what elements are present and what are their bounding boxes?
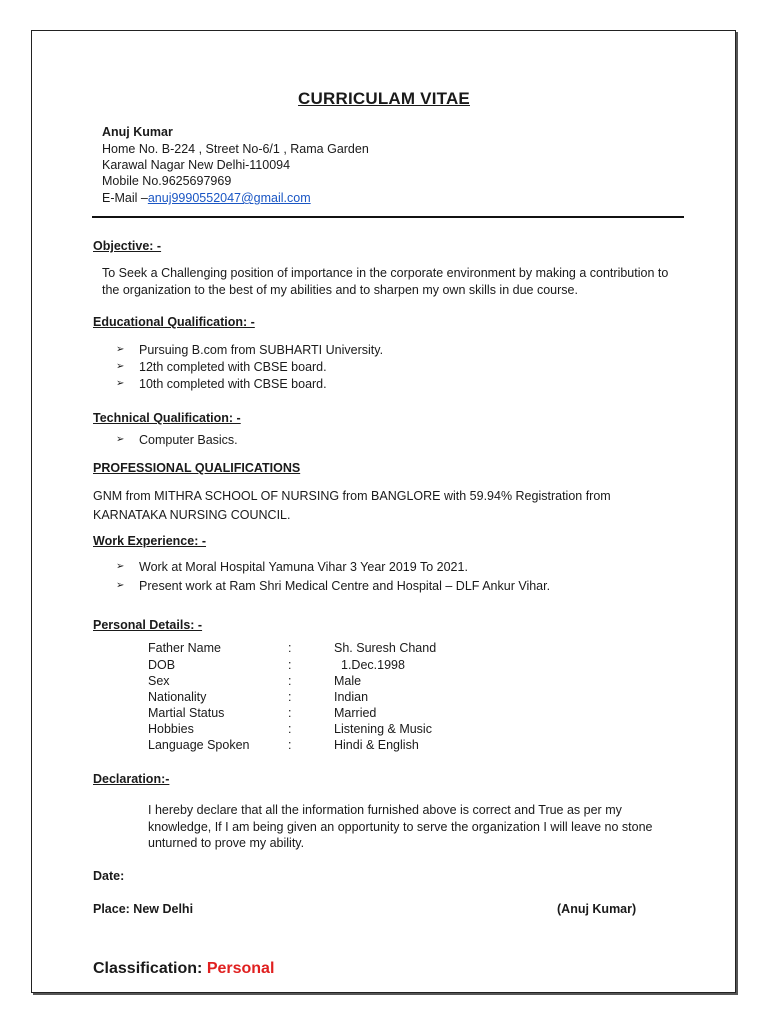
work-heading: Work Experience: - [93, 534, 207, 548]
list-item: 12th completed with CBSE board. [139, 360, 327, 374]
list-item: Pursuing B.com from SUBHARTI University. [139, 343, 384, 357]
detail-separator: : [288, 738, 292, 752]
detail-label: Father Name [148, 641, 221, 655]
detail-label: Martial Status [148, 706, 225, 720]
place-label: Place: New Delhi [93, 902, 194, 916]
signature-name: (Anuj Kumar) [557, 902, 637, 916]
address-line-1: Home No. B-224 , Street No-6/1 , Rama Garden [102, 142, 369, 156]
professional-text: GNM from MITHRA SCHOOL OF NURSING from BANGLORE with 59.94% Registration from KARNATAKA NURSING COUNCIL. [93, 489, 611, 522]
detail-separator: : [288, 722, 292, 736]
classification-label: Classification: [93, 960, 203, 977]
education-heading: Educational Qualification: - [93, 315, 255, 329]
arrow-bullet-icon: ➢ [116, 580, 125, 591]
detail-label: Hobbies [148, 722, 194, 736]
detail-value: Sh. Suresh Chand [334, 641, 437, 655]
detail-value: Hindi & English [334, 738, 419, 752]
arrow-bullet-icon: ➢ [116, 344, 125, 355]
professional-heading: PROFESSIONAL QUALIFICATIONS [93, 461, 301, 475]
arrow-bullet-icon: ➢ [116, 378, 125, 389]
objective-text: To Seek a Challenging position of importance in the corporate environment by making a contribution to the organization to the best of my abilities and to sharpen my own skills in due course. [102, 266, 669, 297]
detail-separator: : [288, 658, 292, 672]
mobile-number: Mobile No.9625697969 [102, 174, 232, 188]
arrow-bullet-icon: ➢ [116, 434, 125, 445]
list-item: Present work at Ram Shri Medical Centre and Hospital – DLF Ankur Vihar. [139, 579, 551, 593]
personal-heading: Personal Details: - [93, 618, 203, 632]
detail-separator: : [288, 706, 292, 720]
arrow-bullet-icon: ➢ [116, 361, 125, 372]
detail-label: Sex [148, 674, 170, 688]
list-item: 10th completed with CBSE board. [139, 377, 327, 391]
detail-separator: : [288, 674, 292, 688]
detail-label: DOB [148, 658, 176, 672]
arrow-bullet-icon: ➢ [116, 561, 125, 572]
detail-value: 1.Dec.1998 [341, 658, 405, 672]
email-line [102, 190, 311, 206]
email-label: E-Mail – [102, 191, 148, 205]
detail-value: Male [334, 674, 362, 688]
detail-separator: : [288, 641, 292, 655]
document-title: CURRICULAM VITAE [298, 89, 470, 108]
address-line-2: Karawal Nagar New Delhi-110094 [102, 158, 291, 172]
detail-label: Nationality [148, 690, 207, 704]
technical-heading: Technical Qualification: - [93, 411, 241, 425]
objective-heading: Objective: - [93, 239, 162, 253]
classification-value: Personal [206, 960, 275, 977]
date-label: Date: [93, 869, 125, 883]
email-link[interactable]: anuj9990552047@gmail.com [147, 191, 311, 205]
classification [93, 960, 274, 978]
detail-label: Language Spoken [148, 738, 250, 752]
list-item: Computer Basics. [139, 433, 238, 447]
detail-value: Married [334, 706, 377, 720]
detail-separator: : [288, 690, 292, 704]
list-item: Work at Moral Hospital Yamuna Vihar 3 Year 2019 To 2021. [139, 560, 468, 574]
detail-value: Listening & Music [334, 722, 432, 736]
detail-value: Indian [334, 690, 369, 704]
declaration-text: I hereby declare that all the information furnished above is correct and True as per my knowledge, If I am being given an opportunity to serve the organization I will leave no stone unturned to prove my ability. [148, 803, 653, 850]
declaration-heading: Declaration:- [93, 772, 170, 786]
candidate-name: Anuj Kumar [102, 125, 173, 139]
header-divider [92, 216, 684, 218]
